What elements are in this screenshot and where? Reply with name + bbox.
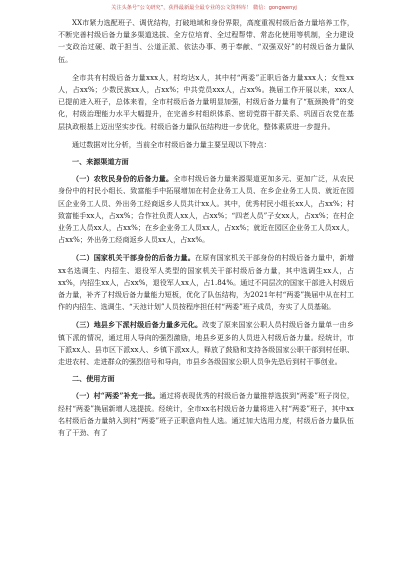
item-text: 全市村级后备力量来源渠道更加多元、更加广泛，从农民身份中的村民小组长、致富能手中拓展增加在村企业务工人员、在乡企业务工人员、就近在园区企业务工人员、外出务工经商返乡人员共计xx人。其中，优秀村民小组长xx人，占xx%；村致富能手xx人，占xx%；合作社负责人xx人，占xx%；“四老人员”子女xx人，占xx%；在村企业务工人员xx人，占xx%；在乡企业务工人员xx人，占xx%；就近在园区企业务工人员xx人，占xx%；外出务工经商返乡人员xx人，占xx%。 (58, 174, 354, 245)
source-item-dispatched (58, 319, 354, 368)
item-text: 改变了原来国家公职人员村级后备力量单一由乡镇下派的情况，通过用人导向的强烈激励，地县乡更多的人员进入村级后备力量。经统计，市下派xx人、县市区下派xx人、乡镇下派xx人，释放了鼓励和支持各级国家公职干部到村任职、走进农村、走进群众的强烈信号和导向，市县乡各级国家公职人员争先恐后到村干事创业。 (58, 320, 354, 367)
item-text: 在原有国家机关干部身份的村级后备力量中，新增xx名选调生、内招生、退役军人类型的国家机关干部村级后备力量，其中选调生xx人，占xx%，内招生xx人，占xx%，退役军人xx人，占1.84%。通过不同层次的国家干部进入村级后备力量，补齐了村级后备力量能力短板，优化了队伍结构，为2021年村“两委”换届中从在村工作的内招生、选调生、“天池计划”人员按程序担任村“两委”班子成员，夯实了人员基础。 (58, 253, 354, 312)
document-body (58, 17, 354, 440)
intro-paragraph: XX市紧力选配班子、调优结构，打破地域和身份界限，高度重视村级后备力量培养工作，不断完善村级后备力量多渠道选拔、全方位培育、全过程帮带、常态化使用等机制，全力建设一支政治过硬、敢于担当、公道正派、依法办事、勇于奉献、“双强双好”的村级后备力量队伍。 (58, 18, 354, 64)
section-heading-source: 一、来源渠道方面 (72, 157, 129, 167)
section-heading-usage: 二、使用方面 (72, 374, 115, 384)
summary-paragraph: 通过数据对比分析，当前全市村级后备力量主要呈现以下特点： (72, 139, 271, 149)
statistics-paragraph: 全市共有村级后备力量xxx人，村均达x人，其中村“两委”正职后备力量xxx人；女性xx人，占xx%；少数民族xx人，占xx%；中共党员xxx人，占xx%。换届工作开展以来，xxx人已提前进入班子，总体来看，全市村级后备力量明显加强，村级后备力量有了“瓶颈换骨”的变化，村级治理能力水平大幅提升，在完善乡村组织体系、密切党群干群关系、巩固百农党在基层执政根基上迈出坚实步伐。村级后备力量队伍结构进一步优化，整体素质进一步提升。 (58, 72, 354, 131)
item-text: 通过将表现优秀的村级后备力量推荐选拔到“两委”班子岗位，经村“两委”换届新增人选提拔。经统计，全市xx名村级后备力量将进入村“两委”班子，其中xx名村级后备力量纳入到村“两委”班子正职意向性人选。通过加大选用力度，村级后备力量队伍有了干劲、有了 (58, 391, 354, 438)
item-lead: （二）国家机关干部身份的后备力量。 (72, 253, 195, 263)
item-lead: （一）农牧民身份的后备力量。 (72, 174, 174, 184)
source-item-farmers (58, 173, 354, 246)
source-item-cadres (58, 252, 354, 313)
usage-item-supplement (58, 390, 354, 439)
top-banner: 关注头条号“公文研究”，获得最新最全最专业的公文资料库！ 微信：gongwenyj (111, 5, 297, 11)
item-lead: （一）村“两委”补充一批。 (72, 391, 160, 401)
item-lead: （三）地县乡下派村级后备力量多元化。 (72, 320, 203, 330)
